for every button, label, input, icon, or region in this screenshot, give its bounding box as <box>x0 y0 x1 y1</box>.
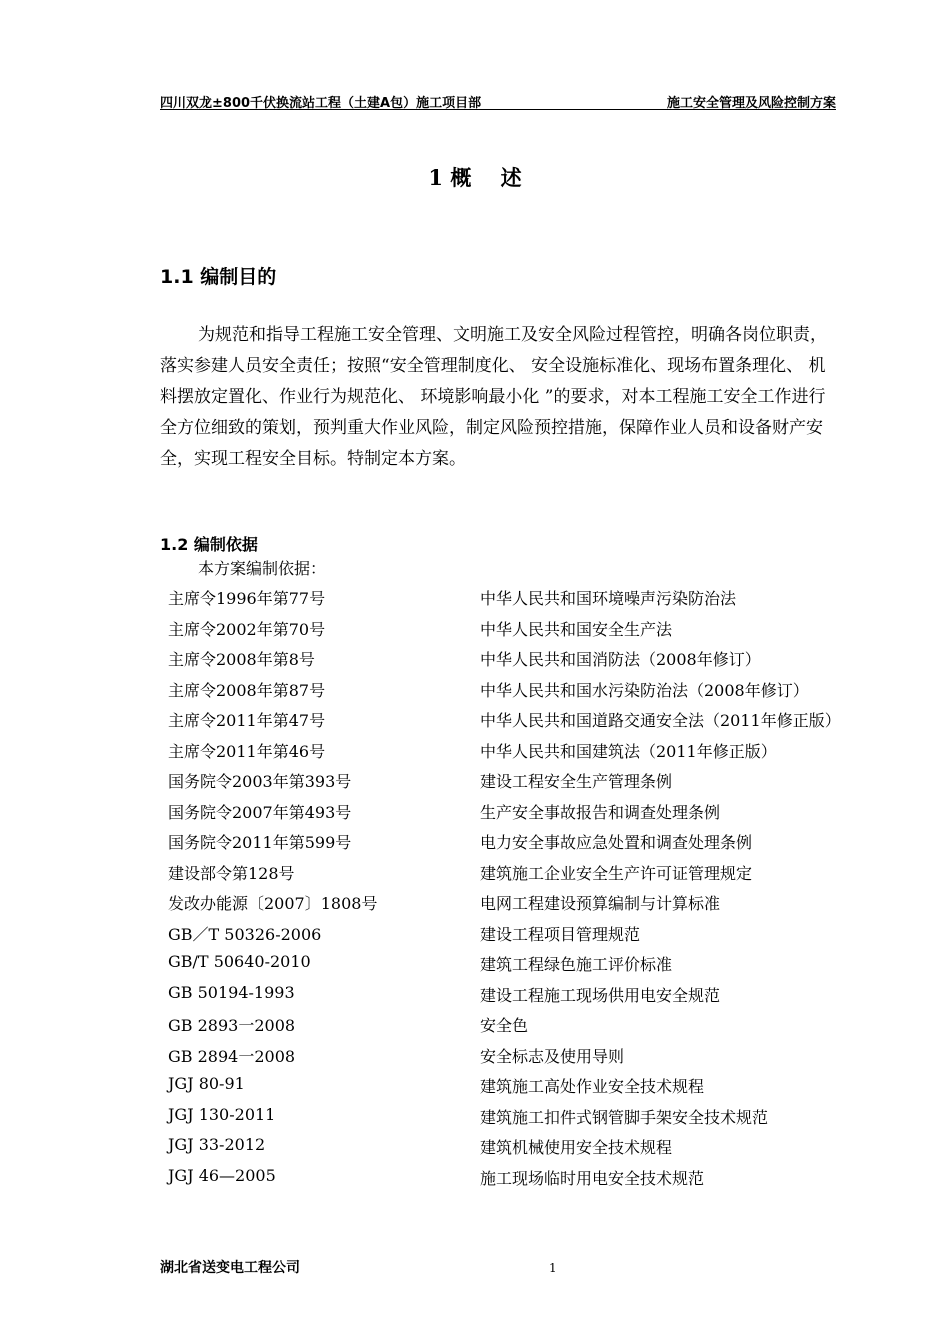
reference-row <box>168 1011 908 1042</box>
reference-code: JGJ 33-2012 <box>168 1135 266 1154</box>
reference-code: 主席令2008年第8号 <box>168 650 315 669</box>
reference-code: 发改办能源〔2007〕1808号 <box>168 894 378 913</box>
reference-row <box>168 615 908 646</box>
reference-title: 生产安全事故报告和调查处理条例 <box>480 802 721 822</box>
reference-title: 建筑施工扣件式钢管脚手架安全技术规范 <box>480 1107 769 1127</box>
reference-row <box>168 1164 908 1195</box>
reference-title: 安全标志及使用导则 <box>480 1046 625 1066</box>
section-1-1-paragraph: 为规范和指导工程施工安全管理、文明施工及安全风险过程管控，明确各岗位职责，落实参建人员安全责任；按照“安全管理制度化、 安全设施标准化、现场布置条理化、 机料摆放定置化、作业行为规范化、 环境影响最小化 ”的要求，对本工程施工安全工作进行全方位细致的策划，预判重大作业风险，制定风险预控措施，保障作业人员和设备财产安全，实现工程安全目标。特制定本方案。 <box>160 325 827 469</box>
chapter-title: 1 概 述 <box>428 165 522 190</box>
reference-code: JGJ 80-91 <box>168 1074 245 1093</box>
reference-code: GB 50194-1993 <box>168 982 295 1002</box>
reference-title: 电网工程建设预算编制与计算标准 <box>480 894 721 913</box>
reference-row <box>168 676 908 707</box>
reference-title: 建筑工程绿色施工评价标准 <box>480 955 673 974</box>
reference-row <box>168 1133 908 1164</box>
reference-title: 建筑施工企业安全生产许可证管理规定 <box>480 863 753 883</box>
footer-company: 湖北省送变电工程公司 <box>160 1260 300 1276</box>
reference-code: GB/T 50640-2010 <box>168 952 311 971</box>
reference-title: 建筑机械使用安全技术规程 <box>480 1138 673 1157</box>
reference-title: 中华人民共和国环境噪声污染防治法 <box>480 589 737 608</box>
section-1-1-heading: 1.1 编制目的 <box>160 266 277 288</box>
reference-title: 建筑施工高处作业安全技术规程 <box>480 1077 705 1096</box>
reference-title: 电力安全事故应急处置和调查处理条例 <box>480 833 753 852</box>
reference-code: 国务院令2007年第493号 <box>168 802 352 822</box>
reference-list <box>168 584 908 1194</box>
reference-row <box>168 920 908 951</box>
reference-title: 中华人民共和国安全生产法 <box>480 619 673 639</box>
reference-code: GB 2893一2008 <box>168 1016 296 1035</box>
reference-row <box>168 889 908 920</box>
page-header <box>160 92 836 110</box>
reference-code: JGJ 130-2011 <box>168 1104 276 1124</box>
reference-code: 主席令2011年第47号 <box>168 711 326 730</box>
reference-code: GB／T 50326-2006 <box>168 924 322 944</box>
reference-row <box>168 767 908 798</box>
header-document-title: 施工安全管理及风险控制方案 <box>666 96 836 111</box>
reference-row <box>168 950 908 981</box>
reference-row <box>168 706 908 737</box>
reference-code: 主席令1996年第77号 <box>168 589 326 608</box>
reference-row <box>168 1042 908 1073</box>
reference-code: 建设部令第128号 <box>168 863 295 883</box>
reference-code: 主席令2002年第70号 <box>168 619 326 639</box>
reference-title: 施工现场临时用电安全技术规范 <box>480 1168 705 1188</box>
section-1-2-heading: 1.2 编制依据 <box>160 535 258 554</box>
reference-row <box>168 981 908 1012</box>
section-1-2-intro: 本方案编制依据： <box>198 559 327 578</box>
reference-row <box>168 737 908 768</box>
reference-code: 国务院令2003年第393号 <box>168 772 352 791</box>
page-number: 1 <box>549 1261 557 1275</box>
reference-title: 安全色 <box>480 1016 529 1035</box>
reference-row <box>168 859 908 890</box>
reference-title: 中华人民共和国建筑法（2011年修正版） <box>480 741 777 761</box>
reference-code: 主席令2008年第87号 <box>168 680 326 700</box>
reference-title: 中华人民共和国水污染防治法（2008年修订） <box>480 680 809 700</box>
reference-title: 建设工程项目管理规范 <box>480 924 641 944</box>
reference-row <box>168 1072 908 1103</box>
reference-row <box>168 645 908 676</box>
reference-code: 主席令2011年第46号 <box>168 741 326 761</box>
reference-row <box>168 1103 908 1134</box>
reference-title: 建设工程施工现场供用电安全规范 <box>480 985 721 1005</box>
reference-code: JGJ 46—2005 <box>168 1165 276 1185</box>
reference-code: GB 2894一2008 <box>168 1046 296 1066</box>
reference-row <box>168 584 908 615</box>
reference-title: 建设工程安全生产管理条例 <box>480 772 673 791</box>
reference-code: 国务院令2011年第599号 <box>168 833 352 852</box>
reference-title: 中华人民共和国消防法（2008年修订） <box>480 650 761 669</box>
reference-row <box>168 798 908 829</box>
header-project-name: 四川双龙±800千伏换流站工程（土建A包）施工项目部 <box>160 96 482 111</box>
reference-row <box>168 828 908 859</box>
reference-title: 中华人民共和国道路交通安全法（2011年修正版） <box>480 711 841 730</box>
